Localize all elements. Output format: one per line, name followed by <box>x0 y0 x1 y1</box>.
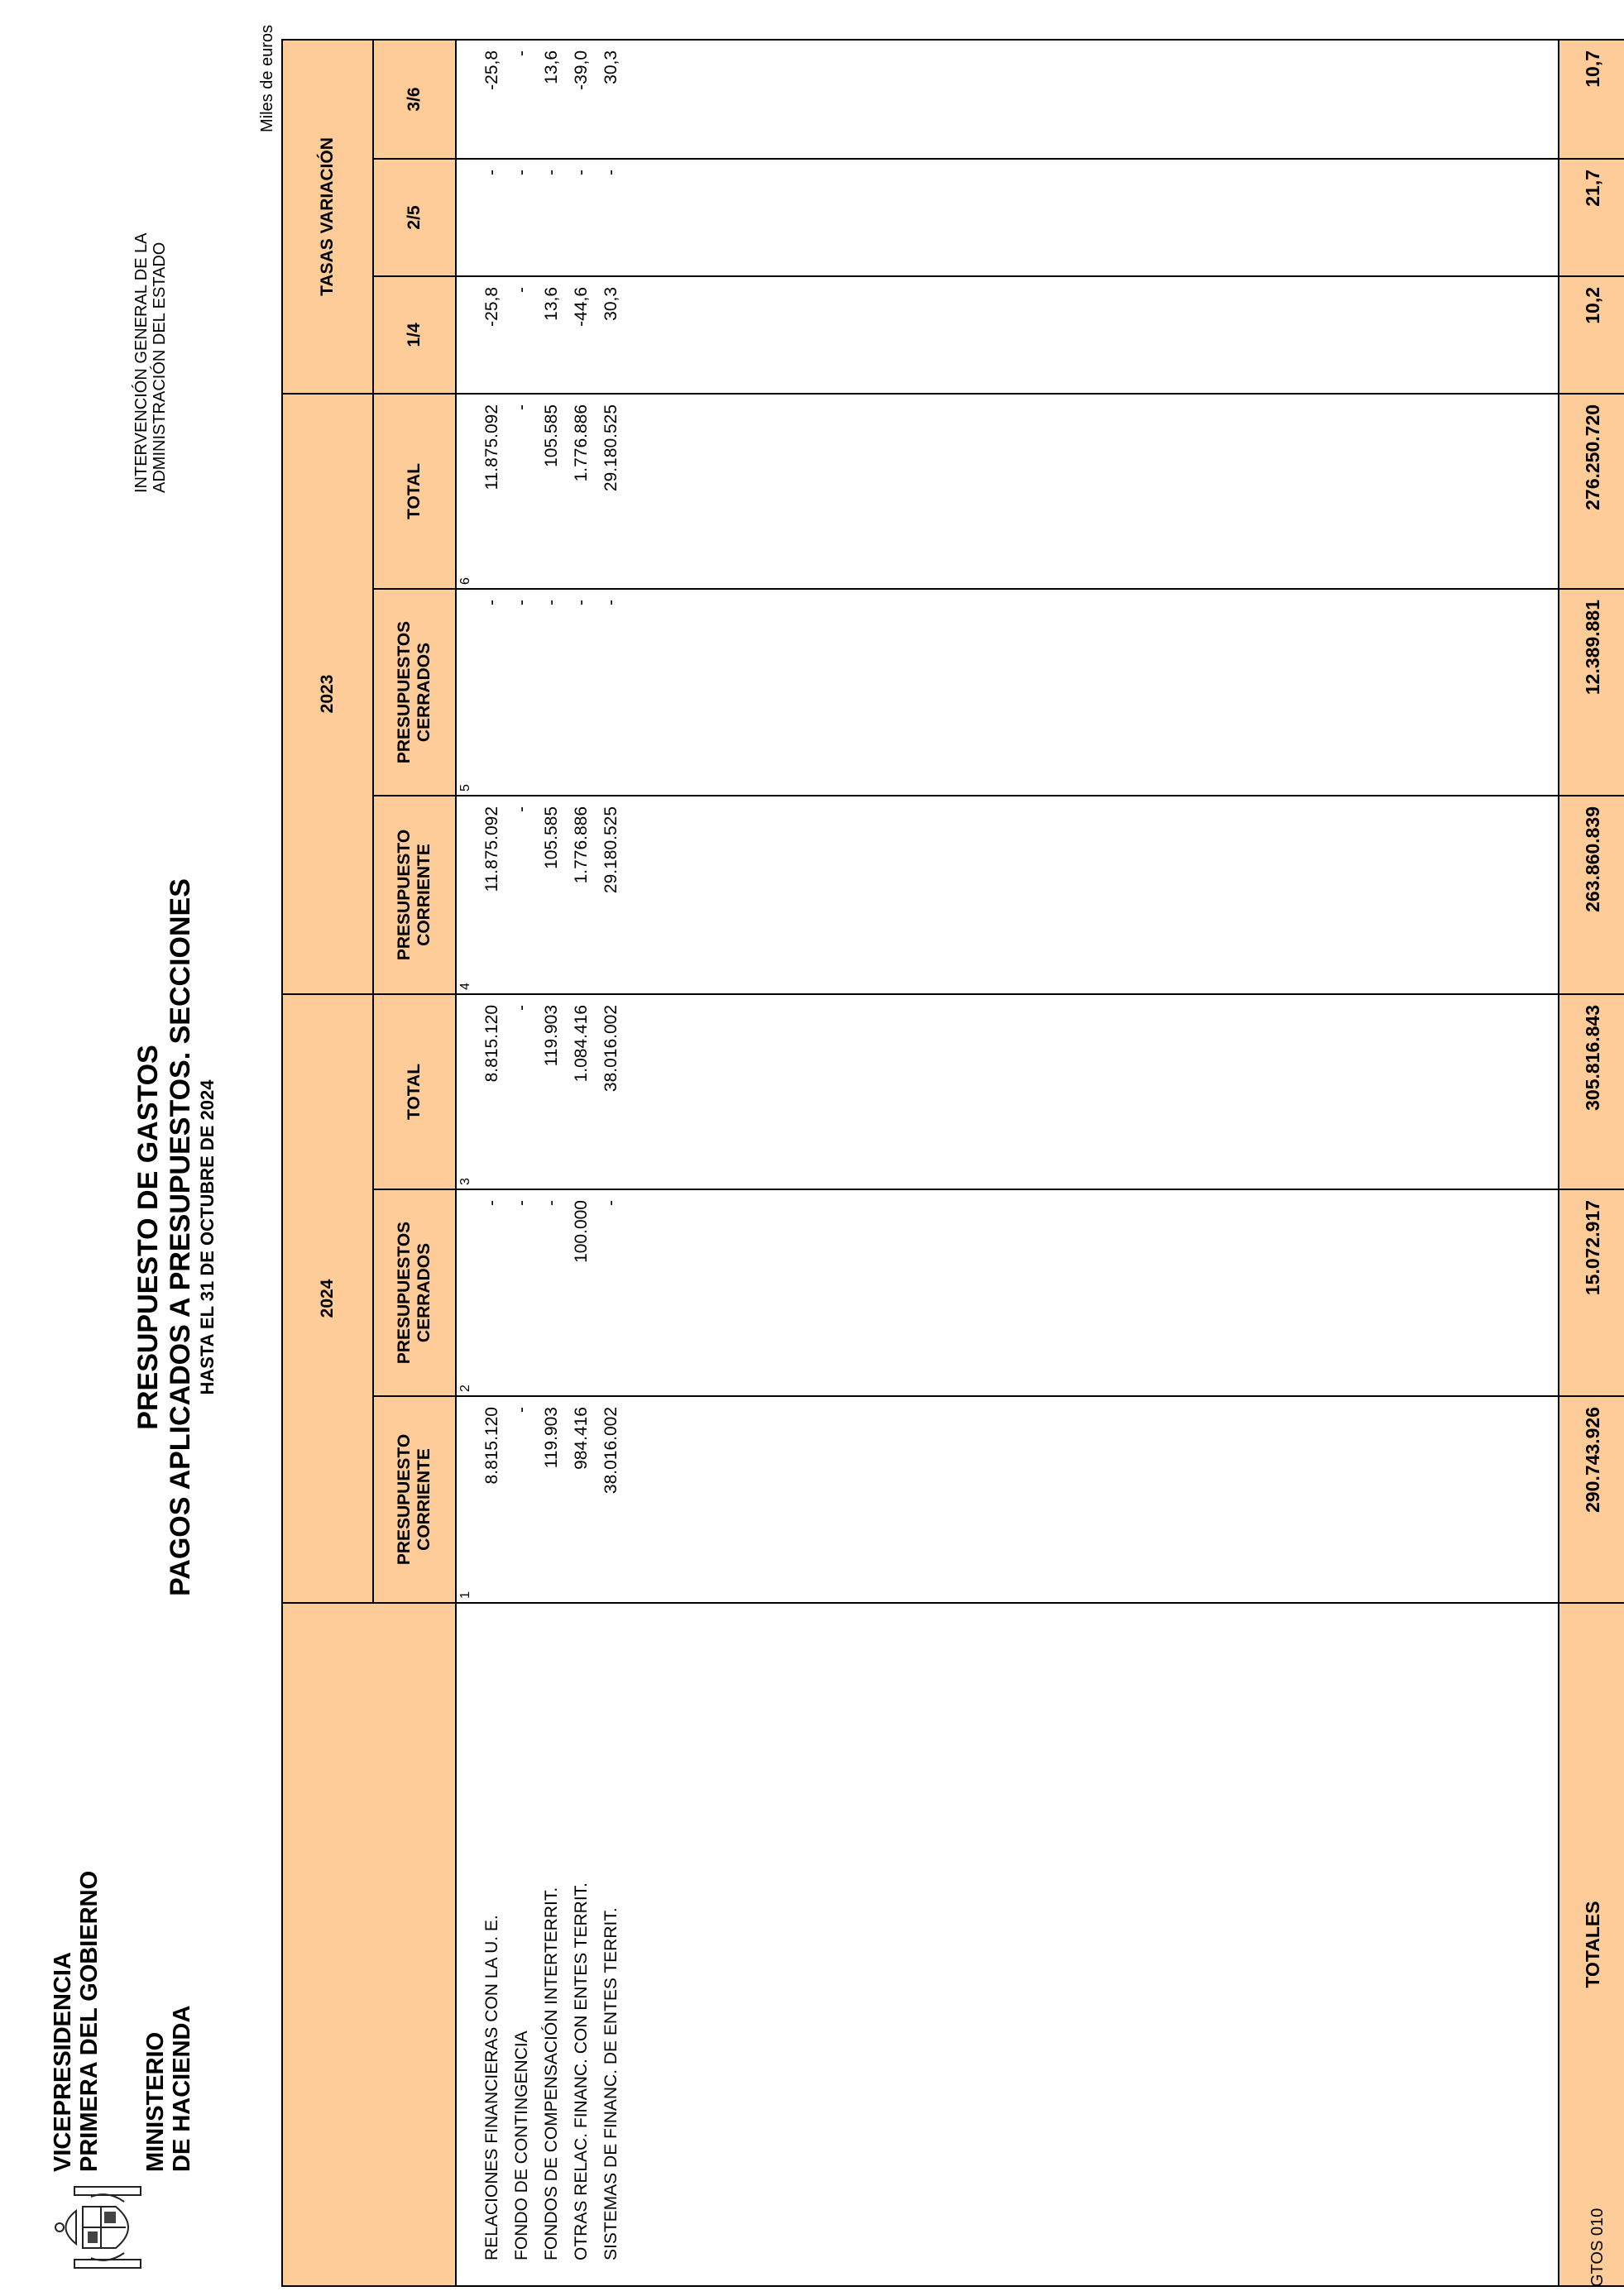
year-2023-header: 2023 <box>282 394 373 994</box>
year-2024-header: 2024 <box>282 994 373 1603</box>
totals-cell: 305.816.843 <box>1559 994 1624 1189</box>
form-code: GTOS 010 <box>1588 2208 1607 2287</box>
totals-cell: 10,7 <box>1559 40 1624 159</box>
page-subtitle: PAGOS APLICADOS A PRESUPUESTOS. SECCIONES <box>165 878 196 1596</box>
table-cell: - <box>572 169 591 175</box>
table-cell: - <box>512 169 531 175</box>
table-cell: -44,6 <box>572 286 591 327</box>
totals-label: TOTALES <box>1559 1603 1624 2286</box>
ministry-block <box>50 1871 195 2172</box>
column-index: 3 <box>458 1178 472 1185</box>
col-header-current-2023: PRESUPUESTO CORRIENTE <box>373 796 456 994</box>
office-block <box>132 232 169 493</box>
ministry-line: MINISTERIO <box>142 2031 169 2172</box>
table-cell: - <box>512 1200 531 1206</box>
totals-cell: 21,7 <box>1559 159 1624 276</box>
totals-cell: 263.860.839 <box>1559 796 1624 994</box>
col-header-closed-2023: PRESUPUESTOS CERRADOS <box>373 589 456 796</box>
col-header-total-2023: TOTAL <box>373 394 456 589</box>
table-cell: 29.180.525 <box>601 404 620 492</box>
table-cell: - <box>512 806 531 812</box>
row-label: RELACIONES FINANCIERAS CON LA U. E. <box>482 1915 501 2260</box>
rate-col-3-6 <box>456 40 1559 159</box>
table-cell: - <box>601 599 620 605</box>
table-cell: 1.776.886 <box>572 806 591 884</box>
page-title: PRESUPUESTO DE GASTOS <box>132 1045 164 1430</box>
table-cell: - <box>512 404 531 410</box>
table-cell: 1.084.416 <box>572 1004 591 1083</box>
col-header-rate-1-4: 1/4 <box>373 276 456 394</box>
column-index: 1 <box>458 1591 472 1599</box>
table-cell: - <box>482 599 501 605</box>
office-line: INTERVENCIÓN GENERAL DE LA <box>132 232 151 493</box>
col-header-total-2024: TOTAL <box>373 994 456 1189</box>
totals-row <box>1559 40 1624 2286</box>
table-cell: 8.815.120 <box>482 1004 501 1083</box>
table-cell: 13,6 <box>542 286 561 321</box>
row-label: SISTEMAS DE FINANC. DE ENTES TERRIT. <box>601 1907 620 2260</box>
rate-col-2-5 <box>456 159 1559 276</box>
table-cell: 38.016.002 <box>601 1004 620 1093</box>
table-cell: - <box>512 286 531 293</box>
table-cell: -25,8 <box>482 286 501 327</box>
totals-cell: 290.743.926 <box>1559 1396 1624 1603</box>
column-index: 6 <box>458 577 472 585</box>
table-cell: - <box>601 1200 620 1206</box>
coat-of-arms-icon <box>50 2182 149 2273</box>
values-col-4 <box>456 796 1559 994</box>
table-cell: 11.875.092 <box>482 404 501 490</box>
table-cell: 13,6 <box>542 50 561 84</box>
title-block <box>132 824 218 1651</box>
table-cell: 119.903 <box>542 1407 561 1469</box>
values-col-2 <box>456 1189 1559 1396</box>
col-header-closed-2024: PRESUPUESTOS CERRADOS <box>373 1189 456 1396</box>
values-col-5 <box>456 589 1559 796</box>
rate-col-1-4 <box>456 276 1559 394</box>
label-header-cell <box>282 1603 456 2286</box>
budget-table <box>281 39 1624 2287</box>
table-cell: 30,3 <box>601 286 620 321</box>
table-cell: - <box>512 1004 531 1011</box>
units-label: Miles de euros <box>258 24 276 132</box>
table-cell: 119.903 <box>542 1004 561 1067</box>
table-cell: - <box>512 1407 531 1413</box>
ministry-line: DE HACIENDA <box>169 2005 195 2172</box>
data-body-row <box>456 40 1559 2286</box>
page-date: HASTA EL 31 DE OCTUBRE DE 2024 <box>197 1079 218 1395</box>
totals-cell: 10,2 <box>1559 276 1624 394</box>
table-cell: - <box>542 169 561 175</box>
table-cell: 29.180.525 <box>601 806 620 894</box>
row-labels-cell <box>456 1603 1559 2286</box>
office-line: ADMINISTRACIÓN DEL ESTADO <box>151 242 169 493</box>
values-col-1 <box>456 1396 1559 1603</box>
table-cell: 11.875.092 <box>482 806 501 892</box>
row-label: FONDO DE CONTINGENCIA <box>512 2031 531 2260</box>
table-cell: - <box>482 1200 501 1206</box>
table-cell: - <box>542 1200 561 1206</box>
table-cell: - <box>512 599 531 605</box>
table-cell: 30,3 <box>601 50 620 84</box>
table-cell: - <box>482 169 501 175</box>
table-cell: 1.776.886 <box>572 404 591 482</box>
table-cell: 8.815.120 <box>482 1407 501 1485</box>
values-col-6 <box>456 394 1559 589</box>
table-cell: 38.016.002 <box>601 1407 620 1495</box>
table-cell: - <box>572 599 591 605</box>
table-cell: -25,8 <box>482 50 501 90</box>
ministry-line: VICEPRESIDENCIA <box>50 1952 76 2172</box>
table-cell: - <box>542 599 561 605</box>
row-label: OTRAS RELAC. FINANC. CON ENTES TERRIT. <box>572 1882 591 2260</box>
table-cell: 984.416 <box>572 1407 591 1470</box>
table-cell: 105.585 <box>542 404 561 467</box>
table-cell: 100.000 <box>572 1200 591 1263</box>
col-header-rate-3-6: 3/6 <box>373 40 456 159</box>
col-header-rate-2-5: 2/5 <box>373 159 456 276</box>
row-label: FONDOS DE COMPENSACIÓN INTERTERRIT. <box>542 1887 561 2260</box>
table-cell: - <box>512 50 531 56</box>
rates-header: TASAS VARIACIÓN <box>282 40 373 394</box>
col-header-current-2024: PRESUPUESTO CORRIENTE <box>373 1396 456 1603</box>
table-cell: -39,0 <box>572 50 591 90</box>
column-index: 4 <box>458 983 472 990</box>
ministry-line: PRIMERA DEL GOBIERNO <box>76 1870 103 2172</box>
table-cell: 105.585 <box>542 806 561 869</box>
totals-cell: 12.389.881 <box>1559 589 1624 796</box>
column-index: 5 <box>458 784 472 792</box>
table-cell: - <box>601 169 620 175</box>
column-index: 2 <box>458 1385 472 1392</box>
values-col-3 <box>456 994 1559 1189</box>
totals-cell: 15.072.917 <box>1559 1189 1624 1396</box>
totals-cell: 276.250.720 <box>1559 394 1624 589</box>
